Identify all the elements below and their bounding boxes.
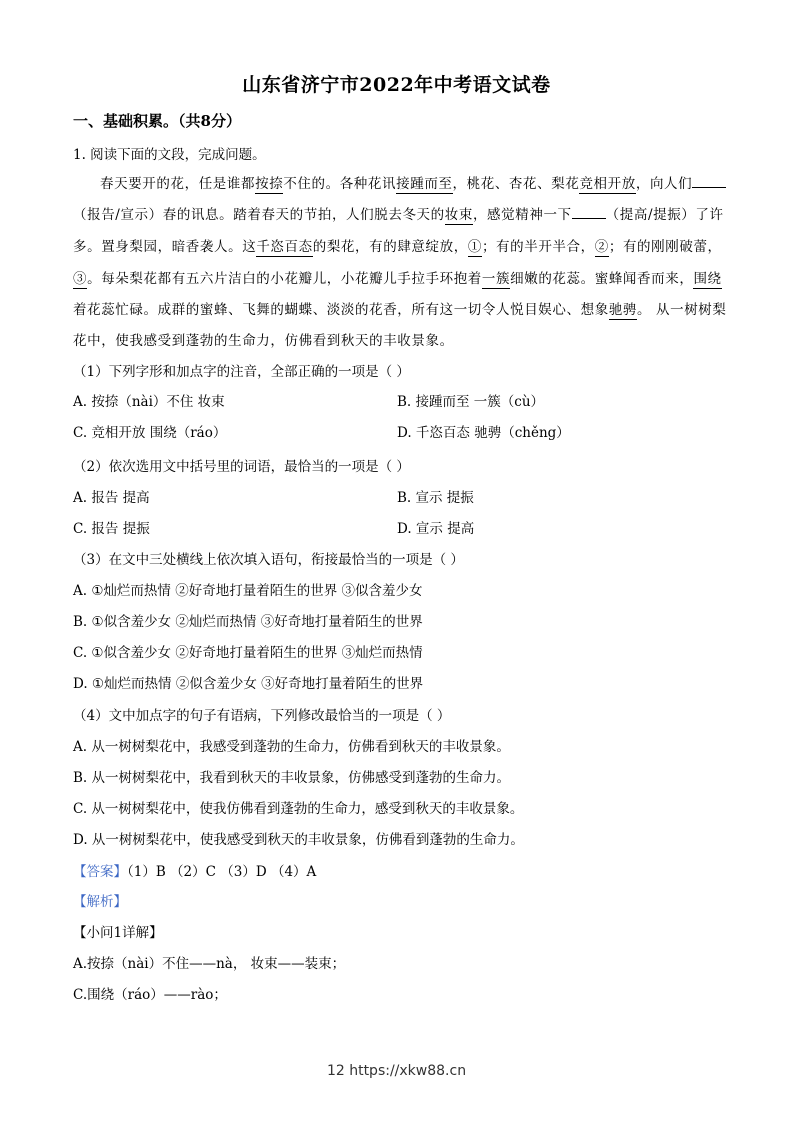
sub4-option-b: B. 从一树树梨花中，我看到秋天的丰收景象，仿佛感受到蓬勃的生命力。 [73,770,511,786]
passage-line-1 [100,172,748,192]
section-heading: 一、基础积累。（共8分） [73,112,241,130]
sub4-option-d: D. 从一树树梨花中，使我感受到秋天的丰收景象，仿佛看到蓬勃的生命力。 [73,832,524,848]
analysis-tag: 【解析】 [73,894,127,910]
underlined-word: 接踵而至 [396,176,453,192]
sub1-option-b: B. 接踵而至 一簇（cù） [397,394,545,410]
answer-text: （1）B （2）C （3）D （4）A [127,864,317,880]
passage-text: 。每朵梨花都有五六片洁白的小花瓣儿，小花瓣儿手拉手环抱着 [87,271,482,287]
sub-question-2-stem: （2）依次选用文中括号里的词语，最恰当的一项是（ ） [73,459,410,475]
passage-text: ；有的半开半合， [481,239,595,255]
question-intro: 1. 阅读下面的文段，完成问题。 [73,147,266,163]
underlined-word: 驰骋 [608,302,638,318]
sub-question-4-stem: （4）文中加点字的句子有语病，下列修改最恰当的一项是（ ） [73,708,451,724]
passage-text: （报告/宣示）春的讯息。踏着春天的节拍，人们脱去冬天的 [73,207,445,223]
passage-text: ，向人们 [635,176,693,192]
sub2-option-d: D. 宣示 提高 [397,521,475,537]
underlined-word: 竞相开放 [579,176,636,192]
blank-marker: ③ [73,271,88,287]
sub1-option-d: D. 千恣百态 驰骋（chěng） [397,425,570,441]
sub1-option-a: A. 按捺（nài）不住 妆束 [73,394,225,410]
fill-blank [572,218,606,219]
passage-text: ，感觉精神一下 [472,207,572,223]
answer-tag: 【答案】 [73,864,127,880]
passage-text: ；有的刚刚破蕾， [608,239,722,255]
detail-line-1: A.按捺（nài）不住——nà， 妆束——装束； [73,956,346,972]
sub1-option-c: C. 竞相开放 围绕（ráo） [73,425,227,441]
blank-marker: ② [594,239,609,255]
sub4-option-a: A. 从一树树梨花中，我感受到蓬勃的生命力，仿佛看到秋天的丰收景象。 [73,739,510,755]
sub-question-3-stem: （3）在文中三处横线上依次填入语句，衔接最恰当的一项是（ ） [73,552,464,568]
passage-line-4 [73,267,721,287]
sub3-option-d: D. ①灿烂而热情 ②似含羞少女 ③好奇地打量着陌生的世界 [73,676,424,692]
passage-line-3 [73,235,721,255]
passage-text: 细嫩的花蕊。蜜蜂闻香而来， [510,271,694,287]
passage-text: 花中，使我感受到蓬勃的生命力，仿佛看到秋天的丰收景象。 [73,333,454,349]
underlined-word: 千恣百态 [256,239,313,255]
passage-text: 不住的。各种花讯 [283,176,397,192]
passage-text: 春天要开的花，任是谁都 [100,176,256,192]
underlined-word: 按捺 [255,176,284,192]
sub2-option-c: C. 报告 提振 [73,521,150,537]
sub3-option-b: B. ①似含羞少女 ②灿烂而热情 ③好奇地打量着陌生的世界 [73,614,423,630]
passage-text: 着花蕊忙碌。成群的蜜蜂、飞舞的蝴蝶、淡淡的花香，所有这一切令人悦目娱心、想象 [73,302,609,318]
sub2-option-a: A. 报告 提高 [73,490,150,506]
answer-line [73,860,316,880]
sub3-option-c: C. ①似含羞少女 ②好奇地打量着陌生的世界 ③灿烂而热情 [73,645,423,661]
page-title: 山东省济宁市2022年中考语文试卷 [242,74,551,96]
sub3-option-a: A. ①灿烂而热情 ②好奇地打量着陌生的世界 ③似含羞少女 [73,583,423,599]
underlined-word: 妆束 [444,207,473,223]
fill-blank [692,187,726,188]
blank-marker: ① [467,239,482,255]
passage-text: 多。置身梨园，暗香袭人。这 [73,239,257,255]
underlined-word: 围绕 [693,271,722,287]
underlined-word: 一簇 [481,271,511,287]
detail-line-2: C.围绕（ráo）——rào； [73,987,227,1003]
passage-text: 。 从一树树梨 [637,302,727,318]
passage-text: （提高/提振）了许 [605,207,724,223]
passage-text: ，桃花、杏花、梨花 [452,176,580,192]
passage-line-5 [73,298,727,318]
passage-line-2 [73,203,724,223]
passage-text: 的梨花，有的肆意绽放， [312,239,468,255]
passage-line-6 [73,329,721,349]
sub2-option-b: B. 宣示 提振 [397,490,474,506]
detail-title: 【小问1详解】 [73,925,163,941]
sub4-option-c: C. 从一树树梨花中，使我仿佛看到蓬勃的生命力，感受到秋天的丰收景象。 [73,801,524,817]
page-footer: 12 https://xkw88.cn [326,1063,467,1079]
sub-question-1-stem: （1）下列字形和加点字的注音，全部正确的一项是（ ） [73,364,410,380]
